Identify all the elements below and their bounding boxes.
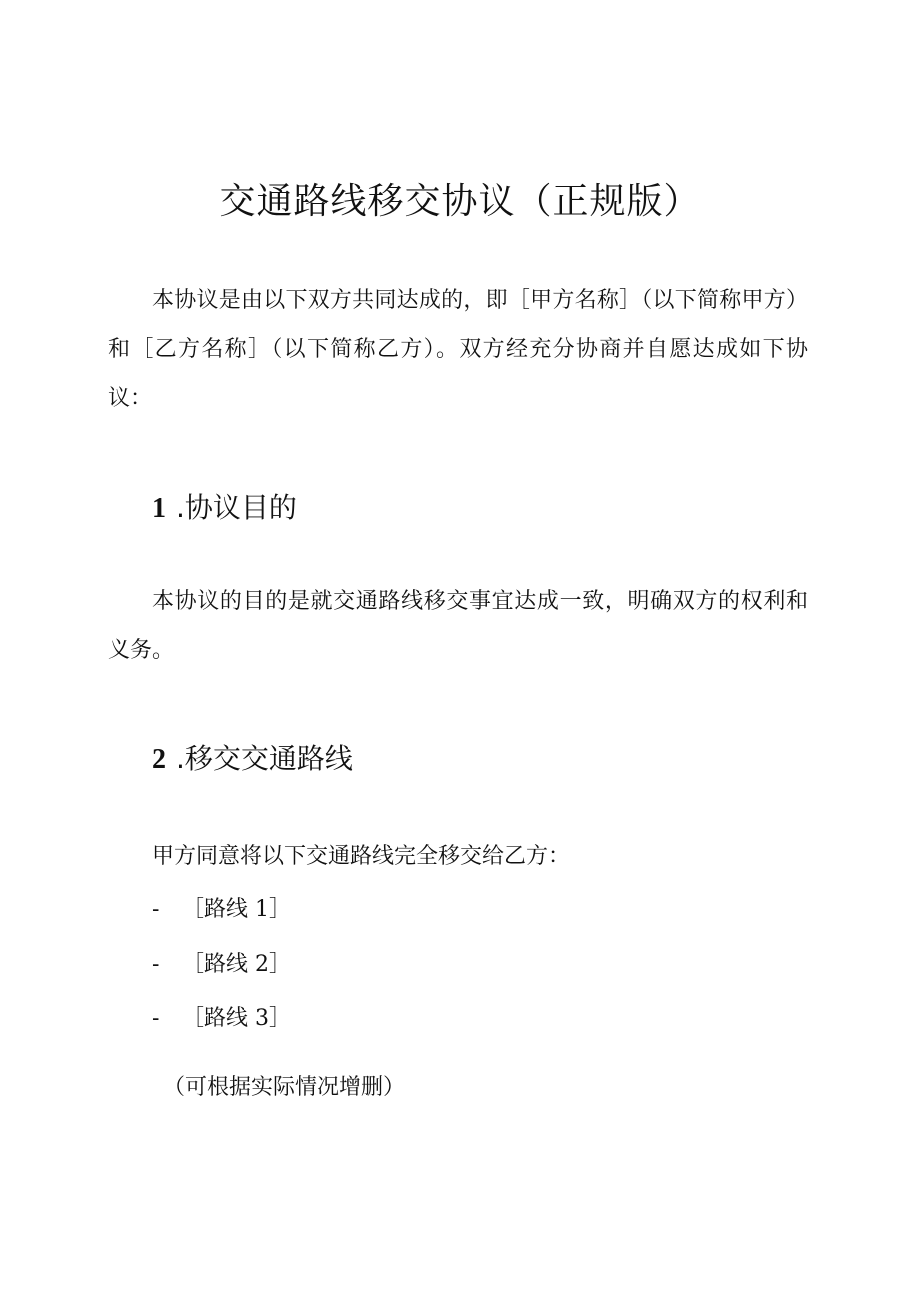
list-item-text: ［路线 1］: [182, 897, 291, 922]
section-1-body: 本协议的目的是就交通路线移交事宜达成一致，明确双方的权利和义务。: [108, 589, 808, 663]
section-1-number: 1: [152, 493, 166, 524]
list-marker: -: [152, 952, 160, 977]
intro-paragraph: 本协议是由以下双方共同达成的，即［甲方名称］（以下简称甲方）和［乙方名称］（以下简称乙方）。双方经充分协商并自愿达成如下协议：: [108, 288, 808, 411]
section-2-title: .移交交通路线: [176, 742, 353, 775]
section-1-title: .协议目的: [176, 491, 297, 524]
list-item: [152, 948, 291, 982]
section-2-body: 甲方同意将以下交通路线完全移交给乙方：: [152, 844, 571, 869]
section-2-number: 2: [152, 744, 166, 775]
document-title: 交通路线移交协议（正规版）: [219, 181, 701, 222]
list-item-text: ［路线 2］: [182, 952, 291, 977]
list-item: [152, 1002, 291, 1036]
section-2-heading: [152, 737, 353, 782]
section-1-heading: [152, 486, 297, 531]
list-item-text: ［路线 3］: [182, 1006, 291, 1031]
list-marker: -: [152, 1006, 160, 1031]
list-note: （可根据实际情况增删）: [163, 1075, 406, 1100]
list-item: [152, 893, 291, 927]
list-marker: -: [152, 897, 160, 922]
